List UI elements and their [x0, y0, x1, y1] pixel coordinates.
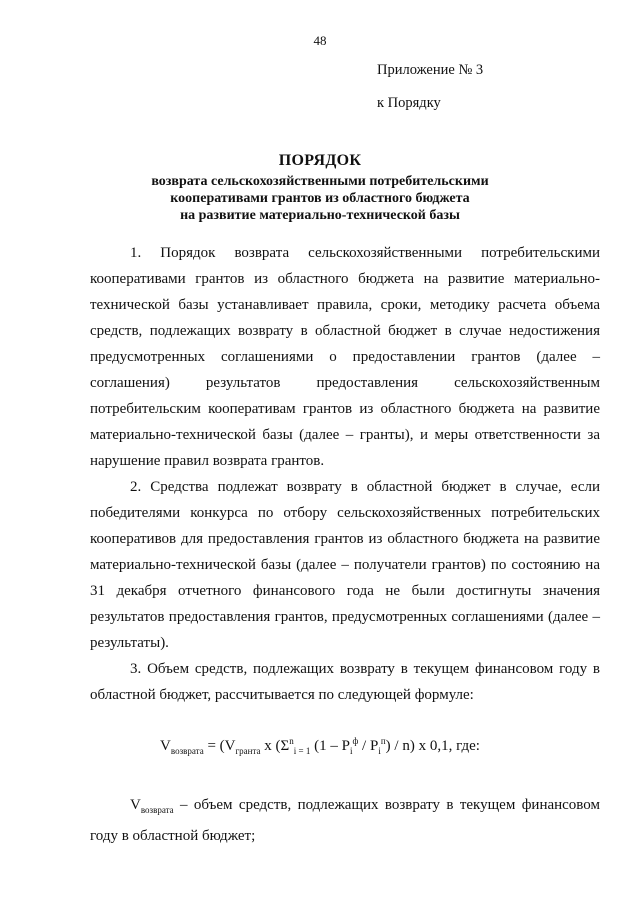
formula-div: / P	[358, 738, 379, 754]
page-number: 48	[313, 33, 327, 48]
formula-lhs-var: V	[160, 738, 171, 754]
paragraph-1: 1. Порядок возврата сельскохозяйственными потребительскими кооперативами грантов из областного бюджета на развитие материально-технической базы устанавливает правила, сроки, методику расчета объема средств, подлежащих возврату в областной бюджет в случае недостижения предусмотренных соглашениями о предоставлении грантов (далее – соглашения) результатов предоставления сельскохозяйственным потребительским кооперативам грантов из областного бюджета на развитие материально-технической базы (далее – гранты), и меры ответственности за нарушение правил возврата грантов.	[90, 245, 600, 469]
formula-grant-sub: гранта	[235, 746, 261, 756]
title-main: ПОРЯДОК	[278, 152, 362, 169]
definition-paragraph	[90, 792, 600, 849]
formula-sum-sup: n	[289, 736, 294, 746]
formula-p-sub-2: i	[378, 746, 381, 756]
body-text	[90, 240, 600, 708]
title-line-3: на развитие материально-технической базы	[180, 208, 460, 223]
definition-sub: возврата	[140, 805, 174, 815]
document-title	[90, 152, 550, 224]
formula-p-sup-1: ф	[352, 736, 359, 746]
formula-lhs-sub: возврата	[170, 746, 204, 756]
formula-sum: x (Σ	[260, 738, 290, 754]
paragraph-2: 2. Средства подлежат возврату в областной бюджет в случае, если победителями конкурса по отбору сельскохозяйственных потребительских кооперативов для предоставления грантов из областного бюджета на развитие материально-технической базы (далее – получатели грантов) по состоянию на 31 декабря отчетного финансового года не были достигнуты значения результатов предоставления грантов, предусмотренных соглашениями (далее – результаты).	[90, 479, 600, 651]
appendix-label: Приложение № 3	[377, 62, 484, 78]
appendix-reference: к Порядку	[377, 95, 441, 111]
formula	[0, 736, 640, 756]
title-line-1: возврата сельскохозяйственными потребительскими	[151, 174, 489, 189]
formula-term-open: (1 – P	[310, 738, 350, 754]
formula-tail: ) / n) x 0,1, где:	[385, 738, 480, 754]
formula-p-sup-2: п	[380, 736, 386, 746]
paragraph-3: 3. Объем средств, подлежащих возврату в текущем финансовом году в областной бюджет, рассчитывается по следующей формуле:	[90, 661, 600, 703]
definition-text: – объем средств, подлежащих возврату в текущем финансовом году в областной бюджет;	[90, 797, 600, 844]
formula-eq-open: = (V	[203, 738, 236, 754]
title-line-2: кооперативами грантов из областного бюджета	[170, 191, 470, 206]
variable-definition	[90, 792, 600, 849]
formula-sum-sub: i = 1	[293, 746, 311, 756]
formula-p-sub-1: i	[349, 746, 353, 756]
definition-var: V	[130, 797, 141, 813]
